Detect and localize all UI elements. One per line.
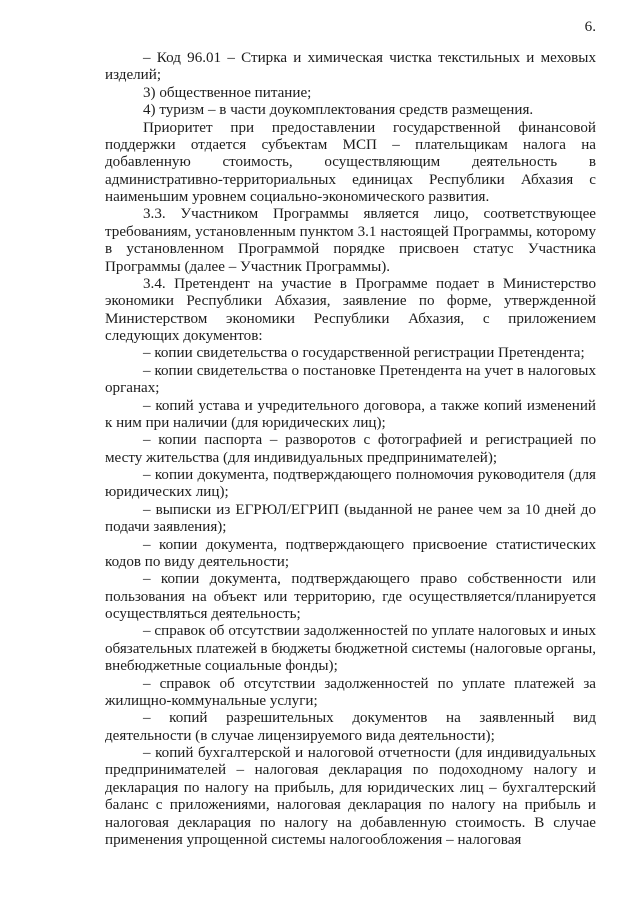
- list-item: – копий бухгалтерской и налоговой отчетности (для индивидуальных предпринимателей – налоговая декларация по подоходному налогу и декларация по налогу на прибыль, для юридических лиц – бухгалтерский баланс с приложениями, налоговая декларация по налогу на прибыль и налоговая декларация по налогу на добавленную стоимость. В случае применения упрощенной системы налогообложения – налоговая: [105, 745, 596, 848]
- list-item: – копий разрешительных документов на заявленный вид деятельности (в случае лицензируемого вида деятельности);: [105, 710, 596, 744]
- list-item: – копии свидетельства о постановке Претендента на учет в налоговых органах;: [105, 362, 596, 397]
- list-item: – копии документа, подтверждающего право собственности или пользования на объект или территорию, где осуществляется/планируется осуществляться деятельность;: [105, 571, 596, 622]
- list-item: – справок об отсутствии задолженностей по уплате платежей за жилищно-коммунальные услуги;: [105, 675, 596, 709]
- list-item: – справок об отсутствии задолженностей по уплате налоговых и иных обязательных платежей в бюджеты бюджетной системы (налоговые органы, внебюджетные социальные фонды);: [105, 623, 596, 675]
- list-item: – копии документа, подтверждающего присвоение статистических кодов по виду деятельности;: [105, 536, 596, 570]
- paragraph: 3.3. Участником Программы является лицо, соответствующее требованиям, установленным пунктом 3.1 настоящей Программы, которому в установленном Программой порядке присвоен статус Участника Программы (далее – Участник Программы).: [105, 206, 596, 275]
- list-item: – выписки из ЕГРЮЛ/ЕГРИП (выданной не ранее чем за 10 дней до подачи заявления);: [105, 501, 596, 536]
- document-body: [105, 50, 596, 849]
- list-item: – копии паспорта – разворотов с фотографией и регистрацией по месту жительства (для индивидуальных предпринимателей);: [105, 432, 596, 466]
- list-item: – копии свидетельства о государственной регистрации Претендента;: [143, 345, 585, 362]
- paragraph: 3.4. Претендент на участие в Программе подает в Министерство экономики Республики Абхазия, заявление по форме, утвержденной Министерством экономики Республики Абхазия, с приложением следующих документов:: [105, 275, 596, 344]
- paragraph: 3) общественное питание;: [143, 84, 312, 101]
- paragraph: – Код 96.01 – Стирка и химическая чистка текстильных и меховых изделий;: [105, 50, 596, 84]
- list-item: – копии документа, подтверждающего полномочия руководителя (для юридических лиц);: [105, 467, 596, 501]
- paragraph: Приоритет при предоставлении государственной финансовой поддержки отдается субъектам МСП – плательщикам налога на добавленную стоимость, осуществляющим деятельность в административно-территориальных единицах Республики Абхазия с наименьшим уровнем социально-экономического развития.: [105, 119, 596, 205]
- list-item: – копий устава и учредительного договора, а также копий изменений к ним при наличии (для юридических лиц);: [105, 397, 596, 431]
- paragraph: 4) туризм – в части доукомплектования средств размещения.: [143, 102, 534, 119]
- page-number: 6.: [584, 18, 596, 35]
